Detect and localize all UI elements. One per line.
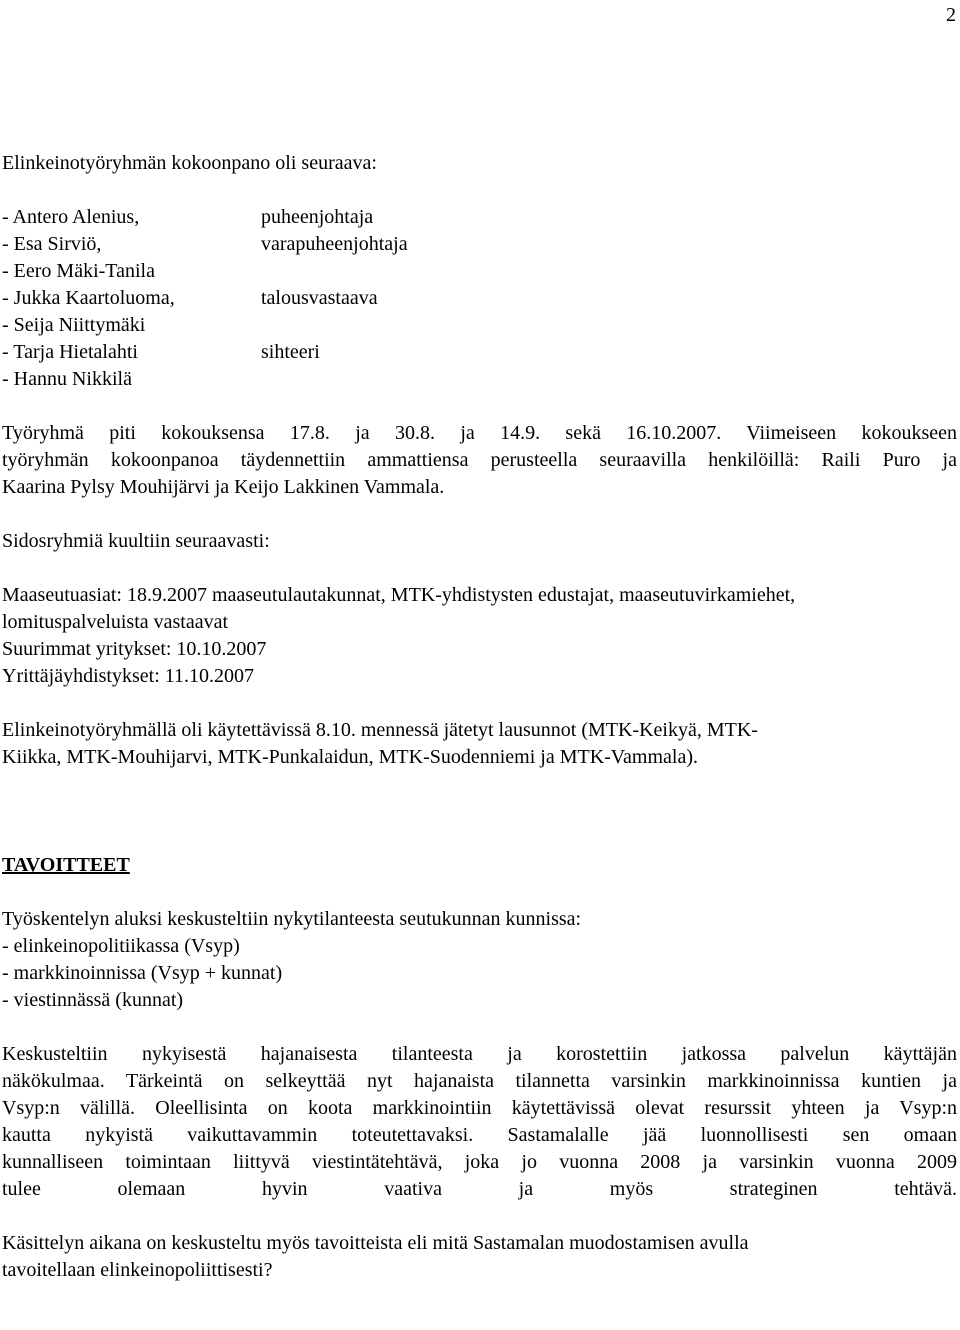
- member-name: - Jukka Kaartoluoma,: [2, 287, 175, 309]
- text-line: Työryhmä piti kokouksensa 17.8. ja 30.8. ja 14.9. sekä 16.10.2007. Viimeiseen kokoukseen: [2, 422, 957, 444]
- member-name: - Antero Alenius,: [2, 206, 140, 228]
- text-line: Työskentelyn aluksi keskusteltiin nykytilanteesta seutukunnan kunnissa:: [2, 908, 582, 930]
- text-line: Vsyp:n välillä. Oleellisinta on koota markkinointiin käytettävissä olevat resurssit yhteen ja Vsyp:n: [2, 1097, 957, 1119]
- composition-intro: Elinkeinotyöryhmän kokoonpano oli seuraava:: [2, 152, 377, 174]
- member-role: varapuheenjohtaja: [261, 233, 408, 255]
- member-role: sihteeri: [261, 341, 320, 363]
- member-name: - Tarja Hietalahti: [2, 341, 138, 363]
- member-name: - Seija Niittymäki: [2, 314, 146, 336]
- text-line: Kaarina Pylsy Mouhijärvi ja Keijo Lakkinen Vammala.: [2, 476, 445, 498]
- member-name: - Esa Sirviö,: [2, 233, 102, 255]
- text-line: kunnalliseen toimintaan liittyvä viestintätehtävä, joka jo vuonna 2008 ja varsinkin vuonna 2009: [2, 1151, 957, 1173]
- document-body: [2, 150, 957, 1284]
- closing-paragraph: [2, 1230, 957, 1284]
- stakeholders-intro: Sidosryhmiä kuultiin seuraavasti:: [2, 530, 270, 552]
- text-line: tulee olemaan hyvin vaativa ja myös strateginen tehtävä.: [2, 1178, 957, 1200]
- text-line: Suurimmat yritykset: 10.10.2007: [2, 638, 267, 660]
- discussion-paragraph: [2, 1041, 957, 1203]
- member-name: - Eero Mäki-Tanila: [2, 260, 155, 282]
- member-row: [2, 231, 957, 258]
- text-line: Kiikka, MTK-Mouhijarvi, MTK-Punkalaidun, MTK-Suodenniemi ja MTK-Vammala).: [2, 746, 698, 768]
- member-list: [2, 204, 957, 393]
- text-line: Maaseutuasiat: 18.9.2007 maaseutulautakunnat, MTK-yhdistysten edustajat, maaseutuvirkamiehet,: [2, 584, 796, 606]
- member-row: [2, 285, 957, 312]
- text-line: kautta nykyistä vaikuttavammin toteutettavaksi. Sastamalalle jää luonnollisesti sen omaan: [2, 1124, 957, 1146]
- member-row: [2, 339, 957, 366]
- page-number: 2: [946, 4, 956, 26]
- text-line: näkökulmaa. Tärkeintä on selkeyttää nyt hajanaista tilannetta varsinkin markkinoinnissa kuntien ja: [2, 1070, 957, 1092]
- stakeholders-paragraph: [2, 582, 957, 690]
- member-row: [2, 258, 957, 285]
- meetings-paragraph: [2, 420, 957, 501]
- member-row: [2, 312, 957, 339]
- text-line: työryhmän kokoonpanoa täydennettiin ammattiensa perusteella seuraavilla henkilöillä: Raili Puro ja: [2, 449, 957, 471]
- member-row: [2, 204, 957, 231]
- text-line: Yrittäjäyhdistykset: 11.10.2007: [2, 665, 255, 687]
- member-name: - Hannu Nikkilä: [2, 368, 132, 390]
- list-item: - markkinoinnissa (Vsyp + kunnat): [2, 962, 283, 984]
- member-row: [2, 366, 957, 393]
- list-item: - elinkeinopolitiikassa (Vsyp): [2, 935, 240, 957]
- text-line: lomituspalveluista vastaavat: [2, 611, 229, 633]
- text-line: Käsittelyn aikana on keskusteltu myös tavoitteista eli mitä Sastamalan muodostamisen avulla: [2, 1232, 749, 1254]
- member-role: puheenjohtaja: [261, 206, 374, 228]
- member-role: talousvastaava: [261, 287, 378, 309]
- text-line: Elinkeinotyöryhmällä oli käytettävissä 8.10. mennessä jätetyt lausunnot (MTK-Keikyä, MTK-: [2, 719, 758, 741]
- list-item: - viestinnässä (kunnat): [2, 989, 184, 1011]
- statements-paragraph: [2, 717, 957, 771]
- work-paragraph: [2, 906, 957, 1014]
- text-line: tavoitellaan elinkeinopoliittisesti?: [2, 1259, 273, 1281]
- text-line: Keskusteltiin nykyisestä hajanaisesta tilanteesta ja korostettiin jatkossa palvelun käyttäjän: [2, 1043, 957, 1065]
- section-heading: TAVOITTEET: [2, 854, 130, 876]
